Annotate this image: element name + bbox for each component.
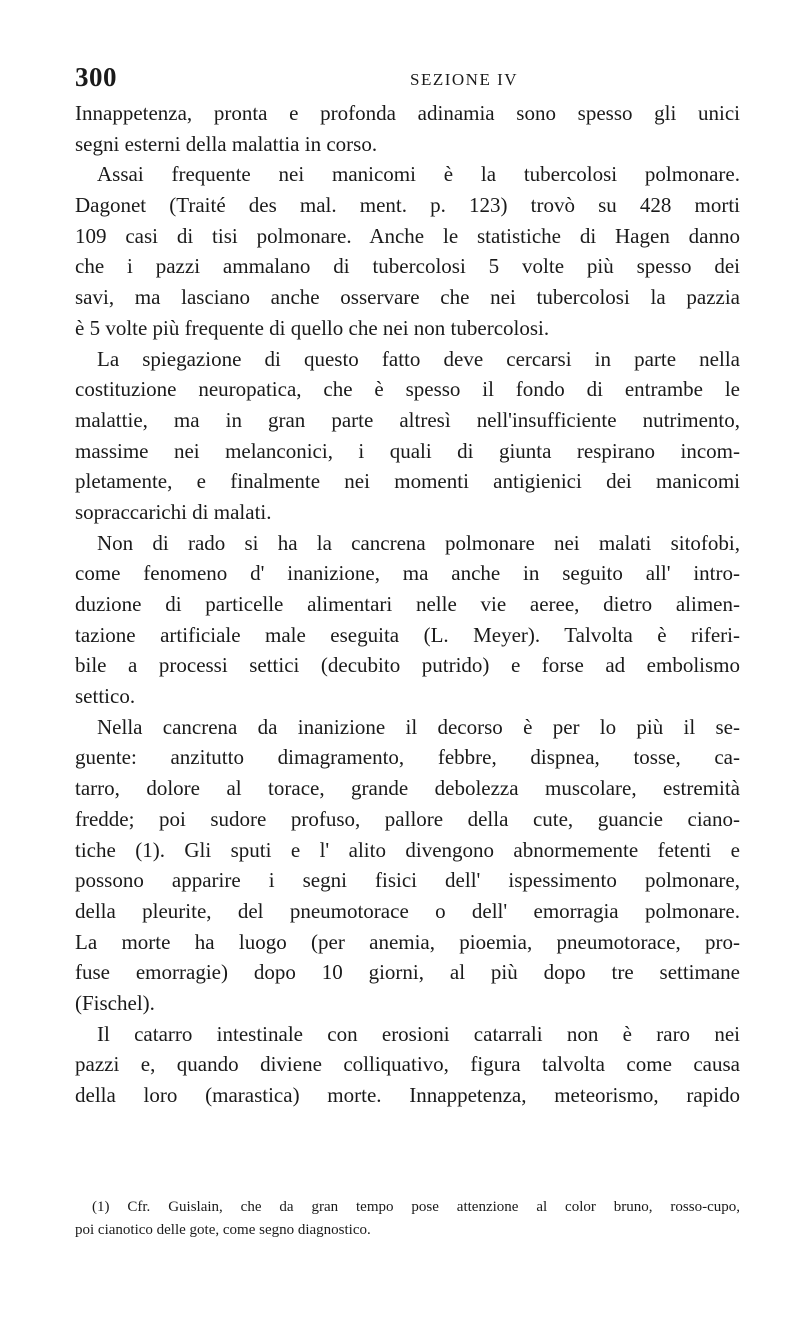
text-line: pletamente, e finalmente nei momenti antigienici dei manicomi xyxy=(75,469,740,494)
text-line: (Fischel). xyxy=(75,990,155,1015)
text-line: settico. xyxy=(75,684,136,709)
text-line: 109 casi di tisi polmonare. Anche le statistiche di Hagen danno xyxy=(75,223,740,248)
text-line: Nella cancrena da inanizione il decorso è per lo più il se- xyxy=(97,714,740,739)
text-line: duzione di particelle alimentari nelle vie aeree, dietro alimen- xyxy=(75,592,740,616)
running-head: SEZIONE IV xyxy=(410,70,519,89)
text-line: Dagonet (Traité des mal. ment. p. 123) trovò su 428 morti xyxy=(75,193,740,218)
text-line: malattie, ma in gran parte altresì nell'insufficiente nutrimento, xyxy=(75,407,740,432)
text-line: La morte ha luogo (per anemia, pioemia, pneumotorace, pro- xyxy=(75,929,740,954)
text-line: tazione artificiale male eseguita (L. Meyer). Talvolta è riferi- xyxy=(75,622,740,647)
page-number: 300 xyxy=(75,62,117,92)
footnote-line: (1) Cfr. Guislain, che da gran tempo pose attenzione al color bruno, rosso-cupo, xyxy=(92,1199,740,1215)
text-line: fredde; poi sudore profuso, pallore della cute, guancie ciano- xyxy=(75,806,740,831)
text-line: della pleurite, del pneumotorace o dell' emorragia polmonare. xyxy=(75,898,740,923)
text-line: Assai frequente nei manicomi è la tubercolosi polmonare. xyxy=(97,162,740,187)
text-line: sopraccarichi di malati. xyxy=(75,499,272,524)
text-line: fuse emorragie) dopo 10 giorni, al più dopo tre settimane xyxy=(75,960,740,985)
text-line: La spiegazione di questo fatto deve cercarsi in parte nella xyxy=(97,346,740,371)
text-line: è 5 volte più frequente di quello che nei non tubercolosi. xyxy=(75,315,550,340)
page-header xyxy=(75,62,745,102)
footnote-line: poi cianotico delle gote, come segno diagnostico. xyxy=(75,1222,371,1238)
text-line: tiche (1). Gli sputi e l' alito divengono abnormemente fetenti e xyxy=(75,837,740,862)
text-line: Il catarro intestinale con erosioni catarrali non è raro nei xyxy=(97,1021,740,1046)
text-line: Non di rado si ha la cancrena polmonare nei malati sitofobi, xyxy=(97,530,740,555)
text-line: massime nei melanconici, i quali di giunta respirano incom- xyxy=(75,438,740,463)
text-line: guente: anzitutto dimagramento, febbre, dispnea, tosse, ca- xyxy=(75,745,740,770)
text-line: come fenomeno d' inanizione, ma anche in seguito all' intro- xyxy=(75,561,740,586)
text-line: bile a processi settici (decubito putrido) e forse ad embolismo xyxy=(75,653,740,678)
text-line: segni esterni della malattia in corso. xyxy=(75,131,378,156)
text-line: Innappetenza, pronta e profonda adinamia sono spesso gli unici xyxy=(75,101,740,125)
text-line: che i pazzi ammalano di tubercolosi 5 volte più spesso dei xyxy=(75,254,740,279)
text-line: possono apparire i segni fisici dell' ispessimento polmonare, xyxy=(75,868,740,893)
text-line: costituzione neuropatica, che è spesso il fondo di entrambe le xyxy=(75,377,740,402)
body-text xyxy=(75,98,740,1111)
text-line: tarro, dolore al torace, grande debolezza muscolare, estremità xyxy=(75,776,740,801)
text-line: savi, ma lasciano anche osservare che nei tubercolosi la pazzia xyxy=(75,285,740,310)
text-line: pazzi e, quando diviene colliquativo, figura talvolta come causa xyxy=(75,1052,740,1077)
footnotes xyxy=(75,1196,740,1242)
text-line: della loro (marastica) morte. Innappetenza, meteorismo, rapido xyxy=(75,1083,740,1107)
